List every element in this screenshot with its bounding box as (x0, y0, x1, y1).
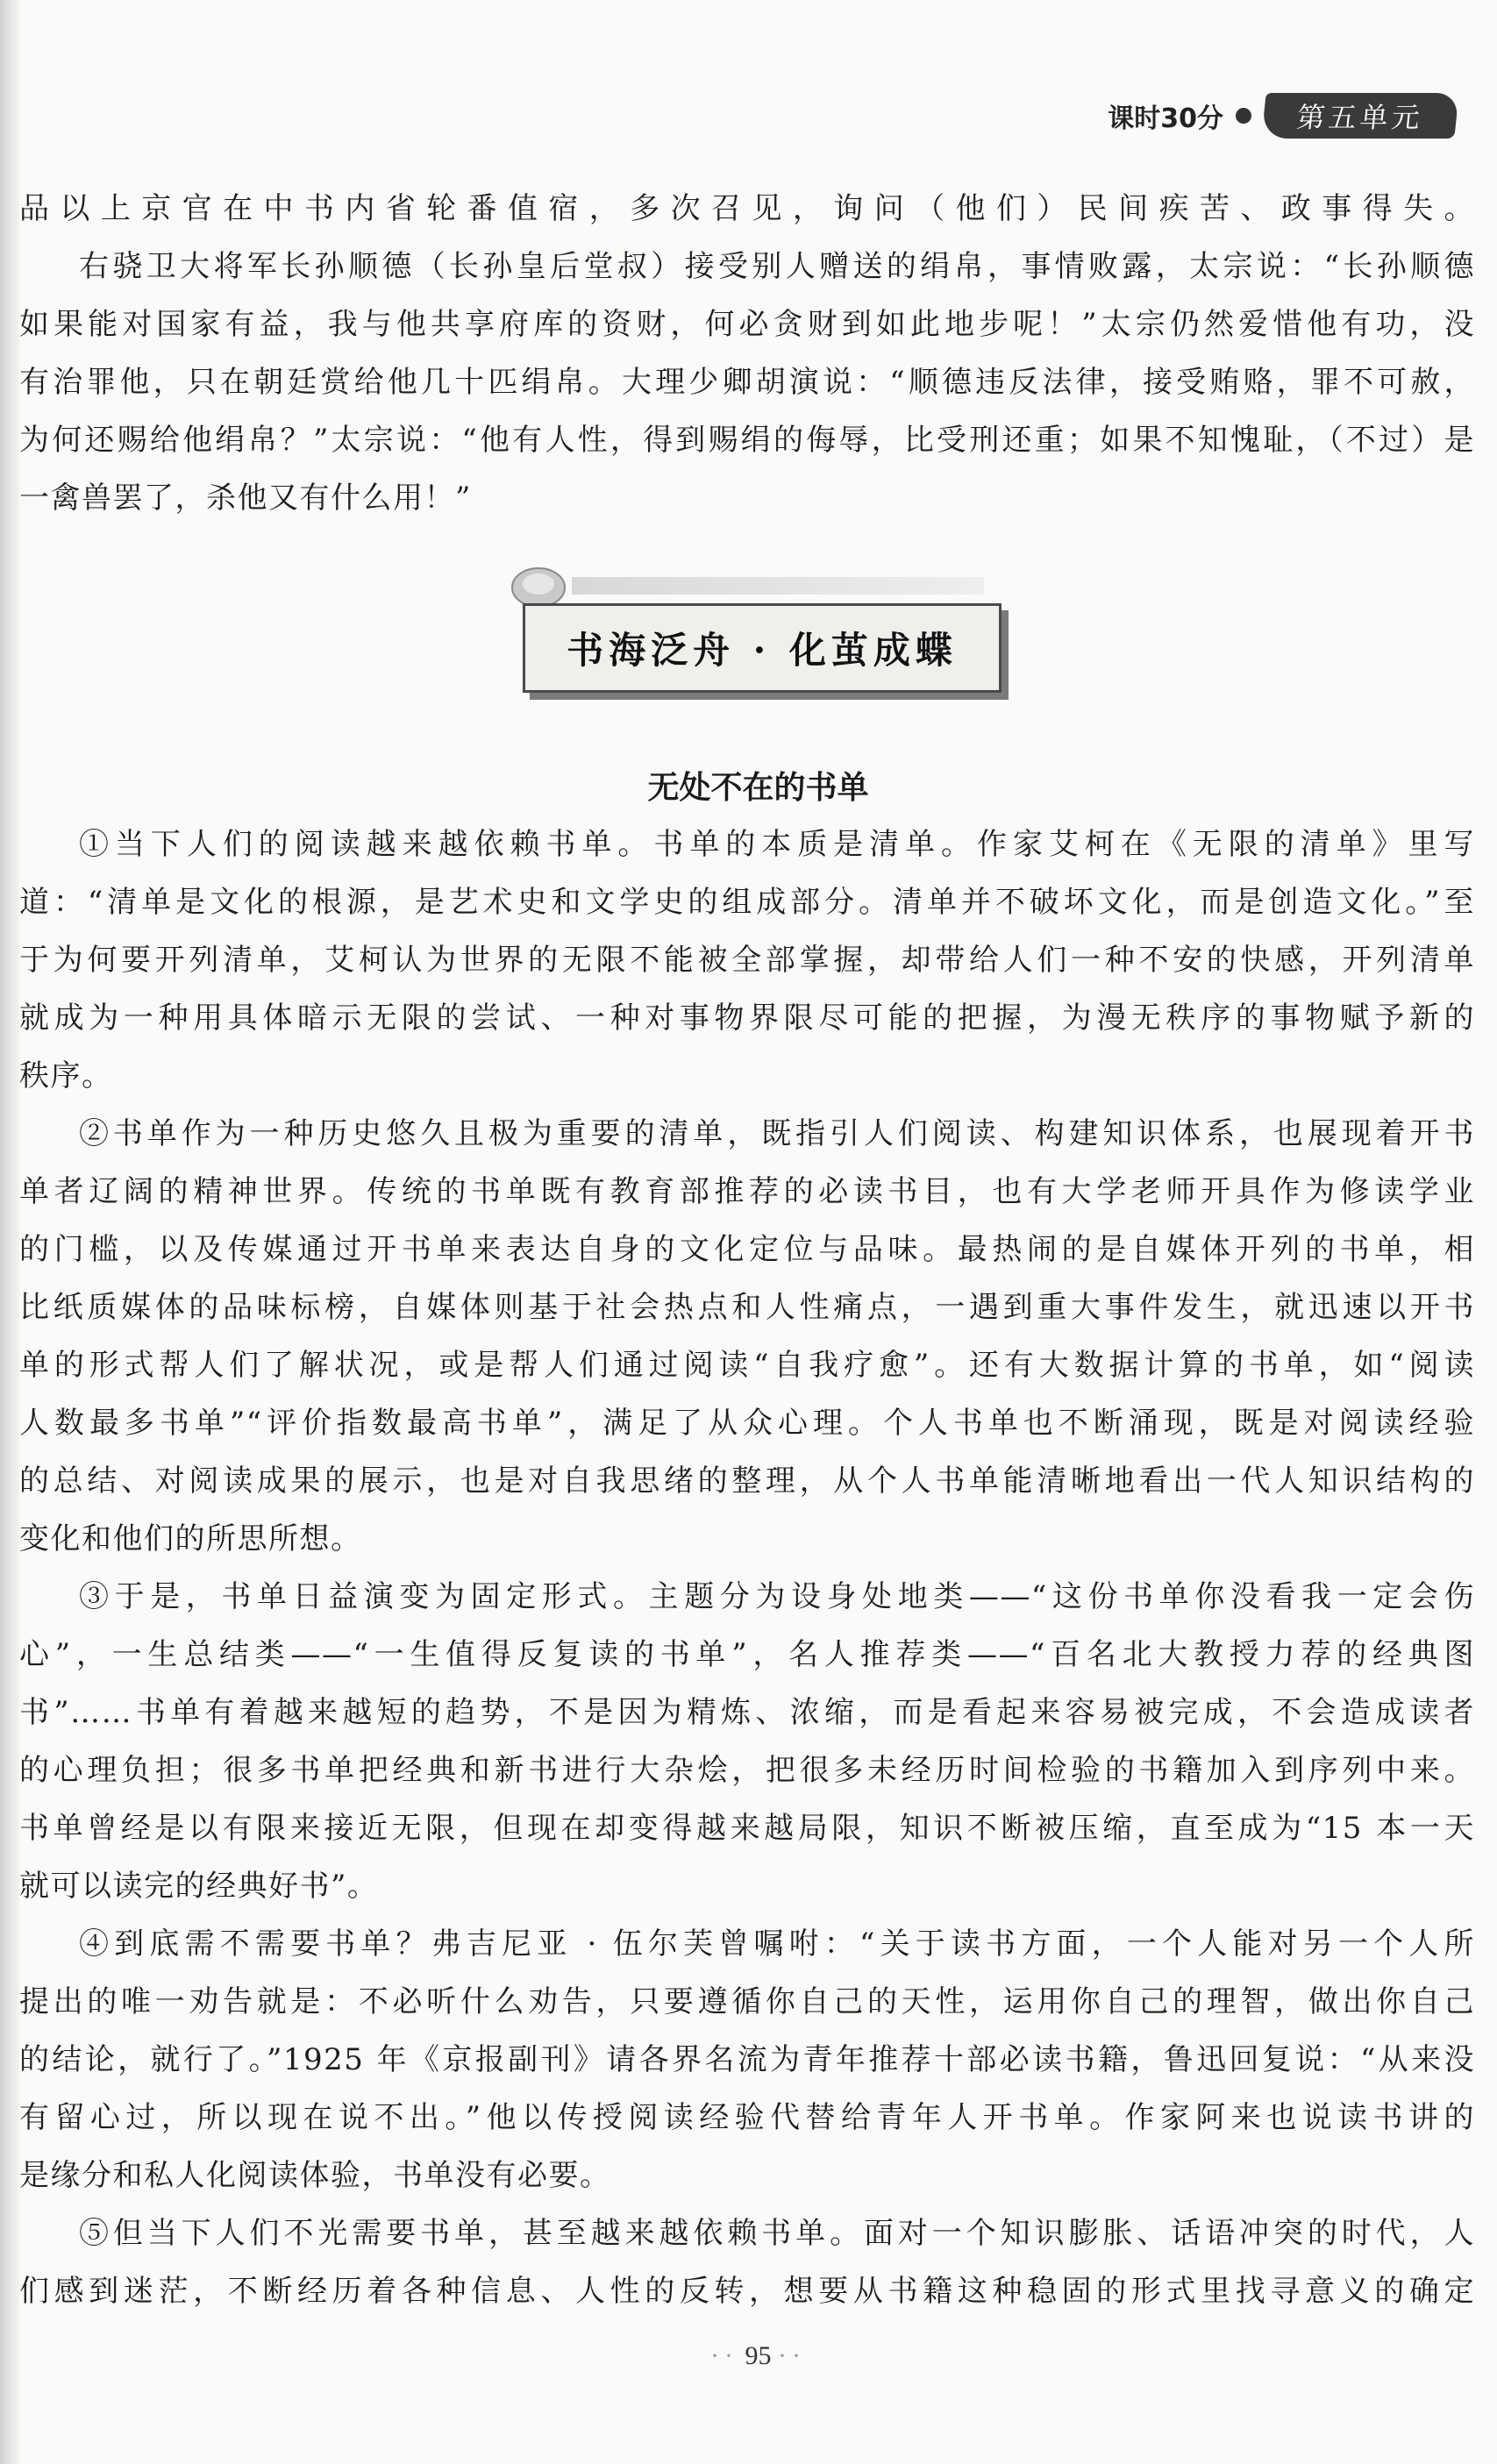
banner-strip (572, 577, 984, 595)
text-line: 道：“清单是文化的根源，是艺术史和文学史的组成部分。清单并不破坏文化，而是创造文化。”至 (19, 885, 1475, 920)
text-line: 书”……书单有着越来越短的趋势，不是因为精炼、浓缩，而是看起来容易被完成，不会造成读者 (19, 1695, 1475, 1730)
text-line: 右骁卫大将军长孙顺德（长孙皇后堂叔）接受别人赠送的绢帛，事情败露，太宗说：“长孙顺德 (79, 249, 1475, 284)
text-line: 秩序。 (19, 1058, 113, 1093)
text-line: ④到底需不需要书单？弗吉尼亚 · 伍尔芙曾嘱咐：“关于读书方面，一个人能对另一个人所 (79, 1926, 1475, 1962)
page-header (1108, 89, 1457, 142)
course-label: 课时30分 (1108, 103, 1223, 134)
page-number-value: 95 (745, 2341, 772, 2370)
text-line: 的门槛，以及传媒通过开书单来表达自身的文化定位与品味。最热闹的是自媒体开列的书单，相 (19, 1232, 1475, 1267)
text-line: 于为何要开列清单，艾柯认为世界的无限不能被全部掌握，却带给人们一种不安的快感，开列清单 (19, 943, 1475, 978)
text-line: 一禽兽罢了，杀他又有什么用！” (19, 481, 472, 516)
text-line: 为何还赐给他绢帛？”太宗说：“他有人性，得到赐绢的侮辱，比受刑还重；如果不知愧耻，（不过）是 (19, 423, 1475, 458)
text-line: 的心理负担；很多书单把经典和新书进行大杂烩，把很多未经历时间检验的书籍加入到序列中来。 (19, 1753, 1475, 1788)
page-number (19, 2341, 1497, 2371)
text-line: ①当下人们的阅读越来越依赖书单。书单的本质是清单。作家艾柯在《无限的清单》里写 (79, 827, 1475, 862)
section-title: 书海泛舟 · 化茧成蝶 (523, 603, 1002, 693)
book-page (19, 0, 1497, 2464)
text-line: 就可以读完的经典好书”。 (19, 1869, 379, 1904)
text-line: 单的形式帮人们了解状况，或是帮人们通过阅读“自我疗愈”。还有大数据计算的书单，如“阅读 (19, 1348, 1475, 1383)
text-line: 心”，一生总结类——“一生值得反复读的书单”，名人推荐类——“百名北大教授力荐的经典图 (19, 1637, 1475, 1672)
text-line: ②书单作为一种历史悠久且极为重要的清单，既指引人们阅读、构建知识体系，也展现着开书 (79, 1116, 1475, 1151)
article-body (19, 815, 1475, 2320)
text-line: 的总结、对阅读成果的展示，也是对自我思绪的整理，从个人书单能清晰地看出一代人知识结构的 (19, 1463, 1475, 1499)
page-number-ornament-left: ·· (710, 2341, 738, 2370)
text-line: 们感到迷茫，不断经历着各种信息、人性的反转，想要从书籍这种稳固的形式里找寻意义的确定 (19, 2274, 1475, 2309)
section-banner (493, 552, 1019, 710)
text-line: 有治罪他，只在朝廷赏给他几十匹绢帛。大理少卿胡演说：“顺德违反法律，接受贿赂，罪不可赦， (19, 365, 1475, 400)
intro-passage (19, 180, 1475, 527)
text-line: 提出的唯一劝告就是：不必听什么劝告，只要遵循你自己的天性，运用你自己的理智，做出你自己 (19, 1984, 1475, 2019)
text-line: ⑤但当下人们不光需要书单，甚至越来越依赖书单。面对一个知识膨胀、话语冲突的时代，人 (79, 2216, 1475, 2251)
text-line: 是缘分和私人化阅读体验，书单没有必要。 (19, 2158, 611, 2193)
text-line: 品以上京官在中书内省轮番值宿，多次召见，询问（他们）民间疾苦、政事得失。 (19, 191, 1475, 226)
text-line: 人数最多书单”“评价指数最高书单”，满足了从众心理。个人书单也不断涌现，既是对阅读经验 (19, 1406, 1475, 1441)
book-spine-shadow (0, 0, 19, 2464)
text-line: 书单曾经是以有限来接近无限，但现在却变得越来越局限，知识不断被压缩，直至成为“15 本一天 (19, 1811, 1475, 1846)
text-line: 单者辽阔的精神世界。传统的书单既有教育部推荐的必读书目，也有大学老师开具作为修读学业 (19, 1174, 1475, 1209)
article-title: 无处不在的书单 (647, 770, 869, 806)
text-line: 比纸质媒体的品味标榜，自媒体则基于社会热点和人性痛点，一遇到重大事件发生，就迅速以开书 (19, 1290, 1475, 1325)
unit-label: 第五单元 (1261, 93, 1458, 139)
text-line: 就成为一种用具体暗示无限的尝试、一种对事物界限尽可能的把握，为漫无秩序的事物赋予新的 (19, 1001, 1475, 1036)
text-line: 的结论，就行了。”1925 年《京报副刊》请各界名流为青年推荐十部必读书籍，鲁迅回复说：“从来没 (19, 2042, 1475, 2077)
bullet-icon (1236, 108, 1251, 124)
text-line: 变化和他们的所思所想。 (19, 1521, 362, 1556)
text-line: 有留心过，所以现在说不出。”他以传授阅读经验代替给青年人开书单。作家阿来也说读书讲的 (19, 2100, 1475, 2135)
page-number-ornament-right: ·· (778, 2341, 806, 2370)
text-line: 如果能对国家有益，我与他共享府库的资财，何必贪财到如此地步呢！”太宗仍然爱惜他有功，没 (19, 307, 1475, 342)
text-line: ③于是，书单日益演变为固定形式。主题分为设身处地类——“这份书单你没看我一定会伤 (79, 1579, 1475, 1614)
